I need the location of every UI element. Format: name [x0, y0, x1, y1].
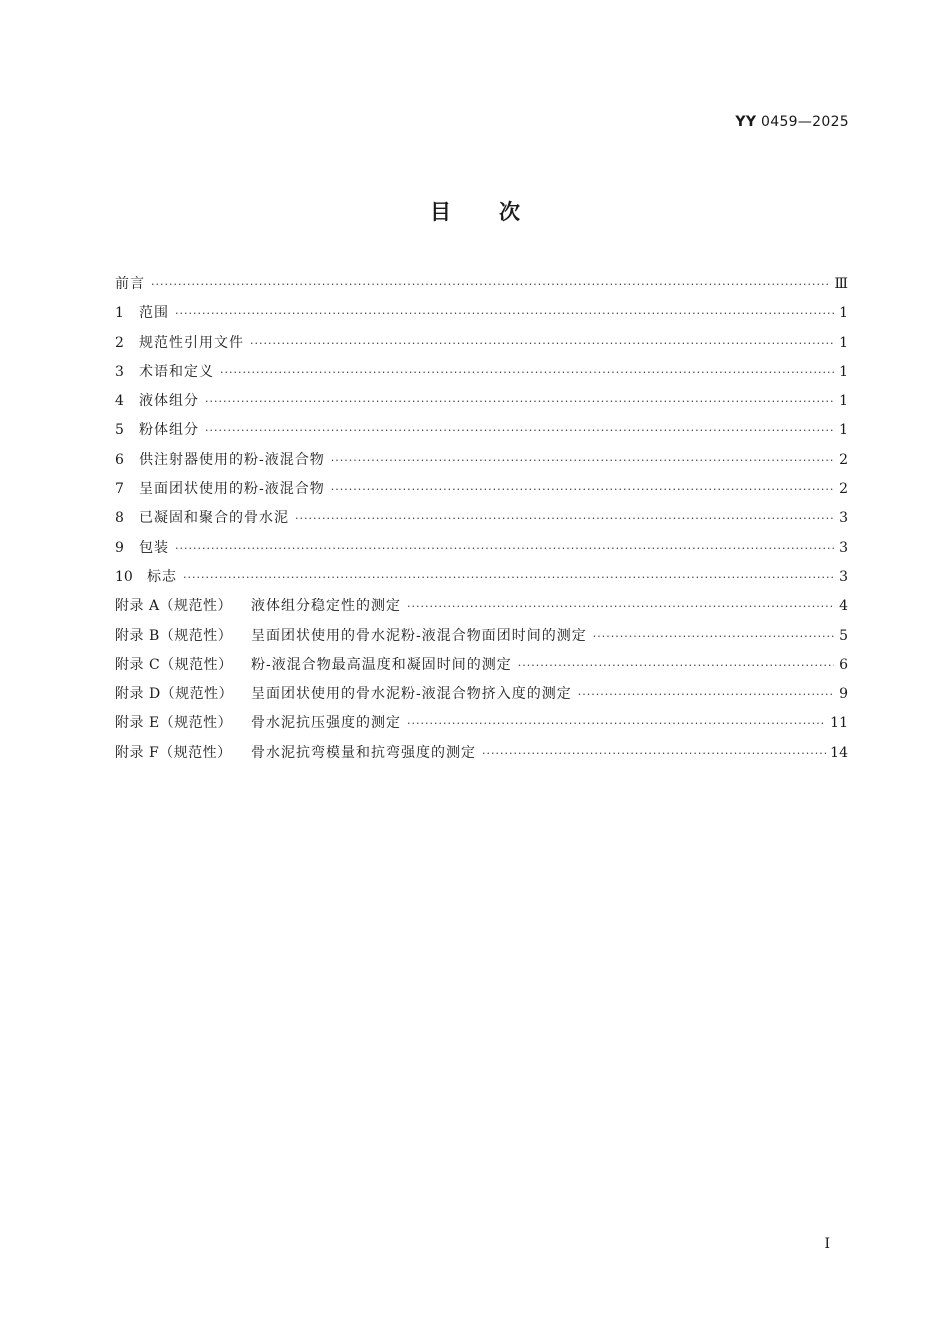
document-code-prefix: YY: [735, 114, 757, 130]
toc-entry[interactable]: [115, 329, 848, 358]
toc-dot-leader: [205, 387, 834, 416]
toc-entry-title: 包装: [139, 539, 169, 556]
toc-dot-leader: [175, 299, 834, 328]
toc-entry-number: 10: [115, 568, 133, 585]
toc-entry-title: 前言: [115, 276, 145, 292]
toc-entry-page: 2: [839, 481, 848, 498]
toc-entry-title: 术语和定义: [139, 363, 214, 380]
toc-dot-leader: [578, 680, 834, 709]
toc-entry-title: 液体组分: [139, 393, 199, 410]
toc-dot-leader: [295, 504, 834, 533]
toc-entry-title: 呈面团状使用的粉-液混合物: [139, 481, 325, 498]
toc-entry-page: 1: [839, 305, 848, 322]
toc-dot-leader: [482, 739, 826, 768]
toc-entry-page: 3: [839, 539, 848, 556]
toc-entry-title: 粉体组分: [139, 422, 199, 439]
toc-entry[interactable]: [115, 270, 848, 299]
toc-dot-leader: [220, 358, 834, 387]
toc-dot-leader: [593, 622, 834, 651]
toc-entry-title: 呈面团状使用的骨水泥粉-液混合物挤入度的测定: [251, 686, 572, 703]
toc-entry-number: 1: [115, 305, 124, 322]
toc-entry[interactable]: [115, 680, 848, 709]
toc-entry-annex-label: 附录 A（规范性）: [115, 598, 233, 615]
toc-entry[interactable]: [115, 475, 848, 504]
toc-entry-page: 1: [839, 393, 848, 410]
toc-entry-page: 9: [839, 686, 848, 703]
toc-dot-leader: [183, 563, 834, 592]
toc-entry[interactable]: [115, 446, 848, 475]
toc-entry-page: 1: [839, 422, 848, 439]
toc-dot-leader: [151, 270, 830, 299]
toc-entry[interactable]: [115, 534, 848, 563]
toc-entry[interactable]: [115, 504, 848, 533]
toc-entry-page: 1: [839, 334, 848, 351]
toc-entry-annex-label: 附录 E（规范性）: [115, 715, 233, 732]
toc-entry-title: 范围: [139, 305, 169, 322]
toc-dot-leader: [205, 416, 834, 445]
page-number: I: [824, 1236, 830, 1252]
document-code-number: 0459—2025: [761, 114, 849, 130]
toc-entry-number: 6: [115, 451, 124, 468]
toc-entry-page: 3: [839, 568, 848, 585]
toc-dot-leader: [407, 592, 834, 621]
toc-entry-title: 骨水泥抗弯模量和抗弯强度的测定: [251, 744, 476, 761]
toc-entry-title: 标志: [147, 568, 177, 585]
toc-dot-leader: [331, 446, 834, 475]
toc-entry-title: 供注射器使用的粉-液混合物: [139, 451, 325, 468]
toc-entry-annex-label: 附录 C（规范性）: [115, 656, 233, 673]
toc-entry-page: 1: [839, 363, 848, 380]
toc-entry-page: 2: [839, 451, 848, 468]
toc-entry[interactable]: [115, 563, 848, 592]
toc-entry[interactable]: [115, 739, 848, 768]
toc-entry-page: 14: [830, 744, 848, 761]
toc-entry[interactable]: [115, 592, 848, 621]
toc-dot-leader: [250, 329, 834, 358]
toc-entry[interactable]: [115, 358, 848, 387]
document-code: [735, 114, 849, 130]
toc-entry-page: 5: [839, 627, 848, 644]
toc-entry-page: 3: [839, 510, 848, 527]
table-of-contents: [115, 270, 848, 768]
toc-entry-annex-label: 附录 B（规范性）: [115, 627, 233, 644]
toc-title: 目次: [430, 200, 568, 224]
toc-entry-title: 粉-液混合物最高温度和凝固时间的测定: [251, 656, 512, 673]
toc-dot-leader: [518, 651, 834, 680]
toc-entry[interactable]: [115, 299, 848, 328]
toc-dot-leader: [331, 475, 834, 504]
toc-entry-page: Ⅲ: [834, 276, 848, 292]
toc-entry-title: 规范性引用文件: [139, 334, 244, 351]
toc-entry-page: 4: [839, 598, 848, 615]
toc-dot-leader: [407, 709, 826, 738]
toc-entry[interactable]: [115, 387, 848, 416]
toc-dot-leader: [175, 534, 834, 563]
toc-entry-title: 液体组分稳定性的测定: [251, 598, 401, 615]
toc-entry-number: 3: [115, 363, 124, 380]
toc-entry-title: 已凝固和聚合的骨水泥: [139, 510, 289, 527]
toc-entry-annex-label: 附录 F（规范性）: [115, 744, 232, 761]
toc-entry-number: 8: [115, 510, 124, 527]
toc-entry[interactable]: [115, 622, 848, 651]
toc-entry-number: 2: [115, 334, 124, 351]
toc-entry-number: 4: [115, 393, 124, 410]
toc-entry-title: 骨水泥抗压强度的测定: [251, 715, 401, 732]
toc-entry-number: 5: [115, 422, 124, 439]
toc-entry-page: 11: [830, 715, 848, 732]
toc-entry[interactable]: [115, 651, 848, 680]
toc-entry-page: 6: [839, 656, 848, 673]
toc-entry[interactable]: [115, 416, 848, 445]
toc-entry-annex-label: 附录 D（规范性）: [115, 686, 234, 703]
toc-entry[interactable]: [115, 709, 848, 738]
toc-entry-number: 7: [115, 481, 124, 498]
toc-entry-number: 9: [115, 539, 124, 556]
toc-entry-title: 呈面团状使用的骨水泥粉-液混合物面团时间的测定: [251, 627, 587, 644]
